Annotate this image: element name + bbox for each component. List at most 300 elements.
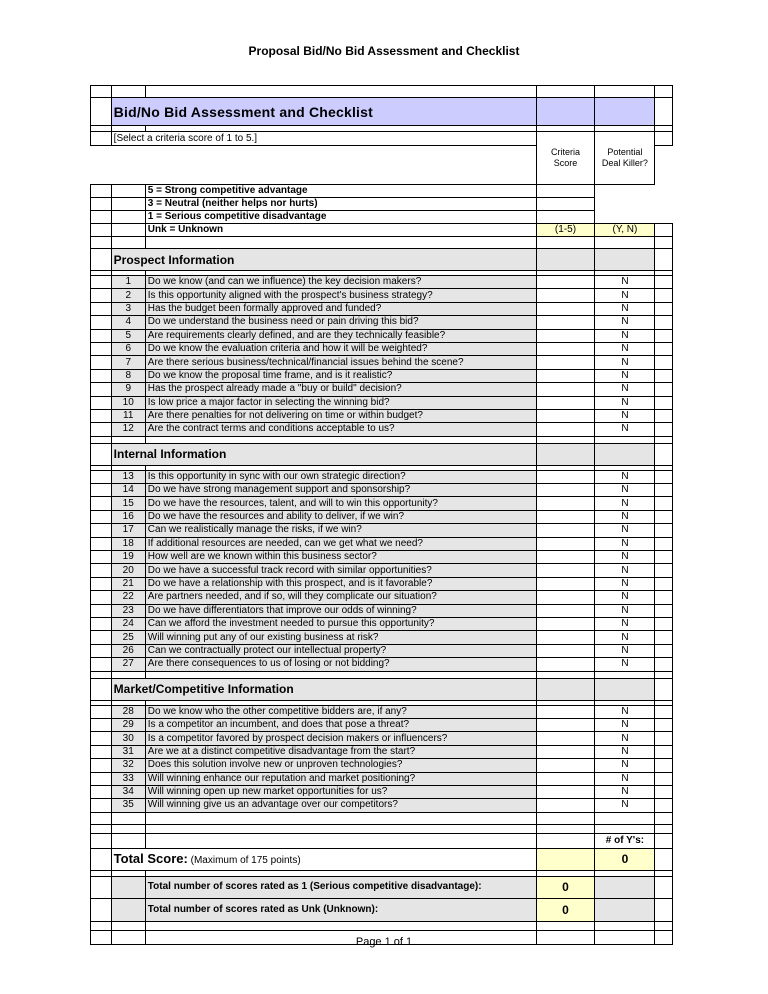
total-score-value <box>536 848 595 870</box>
question-text: Can we contractually protect our intellectual property? <box>145 644 536 657</box>
question-number: 12 <box>111 423 145 436</box>
question-number: 5 <box>111 329 145 342</box>
question-number: 10 <box>111 396 145 409</box>
spacer-cell <box>91 249 112 271</box>
question-number: 27 <box>111 658 145 671</box>
deal-killer-input[interactable]: N <box>595 484 655 497</box>
question-text: Will winning enhance our reputation and market positioning? <box>145 772 536 785</box>
spacer-cell <box>655 833 673 848</box>
spacer-cell <box>111 671 145 678</box>
spacer-cell <box>91 591 112 604</box>
spacer-cell <box>655 510 673 523</box>
spacer-cell <box>91 631 112 644</box>
question-text: If additional resources are needed, can we get what we need? <box>145 537 536 550</box>
spacer-cell <box>595 671 655 678</box>
spacer-cell <box>91 577 112 590</box>
spacer-cell <box>536 211 595 224</box>
criteria-score-input[interactable] <box>536 759 595 772</box>
spacer-cell <box>91 898 112 921</box>
spacer-cell <box>655 470 673 483</box>
legend-item: 3 = Neutral (neither helps nor hurts) <box>145 198 536 211</box>
spacer-cell <box>655 537 673 550</box>
question-number: 30 <box>111 732 145 745</box>
spacer-cell <box>111 198 145 211</box>
question-number: 6 <box>111 342 145 355</box>
spacer-cell <box>91 383 112 396</box>
deal-killer-input[interactable]: N <box>595 356 655 369</box>
deal-killer-input[interactable]: N <box>595 409 655 422</box>
spacer-cell <box>536 671 595 678</box>
criteria-score-header: Criteria Score <box>536 132 595 185</box>
spacer-cell <box>536 443 595 465</box>
deal-killer-input[interactable]: N <box>595 342 655 355</box>
spacer-cell <box>111 833 145 848</box>
question-text: Do we know (and can we influence) the key decision makers? <box>145 276 536 289</box>
spacer-cell <box>655 86 673 98</box>
criteria-score-input[interactable] <box>536 396 595 409</box>
assessment-sheet <box>90 85 673 945</box>
criteria-score-input[interactable] <box>536 383 595 396</box>
deal-killer-input[interactable]: N <box>595 383 655 396</box>
spacer-cell <box>91 671 112 678</box>
deal-killer-input[interactable]: N <box>595 497 655 510</box>
question-text: Is low price a major factor in selecting the winning bid? <box>145 396 536 409</box>
deal-killer-input[interactable]: N <box>595 276 655 289</box>
count-unk-label: Total number of scores rated as Unk (Unknown): <box>145 898 536 921</box>
spacer-cell <box>655 631 673 644</box>
spacer-cell <box>91 812 112 824</box>
spacer-cell <box>536 678 595 700</box>
criteria-score-input[interactable] <box>536 604 595 617</box>
section-title: Internal Information <box>111 443 536 465</box>
question-text: Are there penalties for not delivering on time or within budget? <box>145 409 536 422</box>
spacer-cell <box>655 617 673 630</box>
question-text: Do we know who the other competitive bidders are, if any? <box>145 705 536 718</box>
spacer-cell <box>91 369 112 382</box>
spacer-cell <box>91 772 112 785</box>
spacer-cell <box>655 396 673 409</box>
spacer-cell <box>91 356 112 369</box>
spacer-cell <box>655 249 673 271</box>
spacer-cell <box>655 898 673 921</box>
criteria-score-input[interactable] <box>536 423 595 436</box>
spacer-cell <box>111 812 145 824</box>
spacer-cell <box>91 732 112 745</box>
question-number: 13 <box>111 470 145 483</box>
spacer-cell <box>595 921 655 930</box>
total-score-note: (Maximum of 175 points) <box>190 855 301 867</box>
spacer-cell <box>91 443 112 465</box>
spacer-cell <box>91 876 112 898</box>
deal-killer-input[interactable]: N <box>595 772 655 785</box>
deal-killer-input[interactable]: N <box>595 524 655 537</box>
spacer-cell <box>655 443 673 465</box>
spacer-cell <box>111 86 145 98</box>
spacer-cell <box>655 678 673 700</box>
spacer-cell <box>655 577 673 590</box>
spacer-cell <box>91 470 112 483</box>
spacer-cell <box>91 921 112 930</box>
spacer-cell <box>536 824 595 833</box>
spacer-cell <box>91 617 112 630</box>
spacer-cell <box>145 436 536 443</box>
spacer-cell <box>91 833 112 848</box>
question-text: Do we have a relationship with this prospect, and is it favorable? <box>145 577 536 590</box>
spacer-cell <box>655 409 673 422</box>
spacer-cell <box>655 423 673 436</box>
section-title: Market/Competitive Information <box>111 678 536 700</box>
question-number: 34 <box>111 785 145 798</box>
question-text: Is this opportunity in sync with our own strategic direction? <box>145 470 536 483</box>
deal-killer-input[interactable]: N <box>595 705 655 718</box>
y-count-value: 0 <box>595 848 655 870</box>
spacer-cell <box>655 436 673 443</box>
spacer-cell <box>91 799 112 812</box>
deal-killer-input[interactable]: N <box>595 799 655 812</box>
question-text: Do we know the evaluation criteria and how it will be weighted? <box>145 342 536 355</box>
spacer-cell <box>91 524 112 537</box>
spacer-cell <box>91 497 112 510</box>
deal-killer-input[interactable]: N <box>595 564 655 577</box>
spacer-cell <box>145 237 536 249</box>
question-text: Has the budget been formally approved and funded? <box>145 302 536 315</box>
criteria-score-input[interactable] <box>536 289 595 302</box>
deal-killer-input[interactable]: N <box>595 604 655 617</box>
legend-item: 5 = Strong competitive advantage <box>145 185 536 198</box>
legend-item: Unk = Unknown <box>145 224 536 237</box>
deal-killer-input[interactable]: N <box>595 470 655 483</box>
deal-killer-input[interactable]: N <box>595 785 655 798</box>
spacer-cell <box>111 824 145 833</box>
spacer-cell <box>655 812 673 824</box>
spacer-cell <box>595 436 655 443</box>
spacer-cell <box>655 342 673 355</box>
question-text: Do we understand the business need or pain driving this bid? <box>145 316 536 329</box>
deal-killer-input[interactable]: N <box>595 644 655 657</box>
spacer-cell <box>536 237 595 249</box>
criteria-score-input[interactable] <box>536 591 595 604</box>
spacer-cell <box>536 436 595 443</box>
spacer-cell <box>111 224 145 237</box>
section-title: Prospect Information <box>111 249 536 271</box>
deal-killer-input[interactable]: N <box>595 316 655 329</box>
question-number: 14 <box>111 484 145 497</box>
spacer-cell <box>655 644 673 657</box>
criteria-score-input[interactable] <box>536 799 595 812</box>
spacer-cell <box>91 705 112 718</box>
spacer-cell <box>536 185 595 198</box>
spacer-cell <box>655 551 673 564</box>
deal-killer-input[interactable]: N <box>595 732 655 745</box>
spacer-cell <box>91 785 112 798</box>
y-count-label: # of Y's: <box>595 833 655 848</box>
spacer-cell <box>655 356 673 369</box>
question-number: 7 <box>111 356 145 369</box>
count-1-value: 0 <box>536 876 595 898</box>
criteria-score-input[interactable] <box>536 409 595 422</box>
spacer-cell <box>655 289 673 302</box>
spacer-cell <box>91 329 112 342</box>
spacer-cell <box>655 132 673 146</box>
question-number: 2 <box>111 289 145 302</box>
spacer-cell <box>595 443 655 465</box>
question-text: Do we have differentiators that improve our odds of winning? <box>145 604 536 617</box>
spacer-cell <box>145 921 536 930</box>
question-text: Can we afford the investment needed to pursue this opportunity? <box>145 617 536 630</box>
deal-killer-input[interactable]: N <box>595 745 655 758</box>
spacer-cell <box>595 678 655 700</box>
spacer-cell <box>91 436 112 443</box>
spacer-cell <box>655 276 673 289</box>
spacer-cell <box>655 785 673 798</box>
spacer-cell <box>655 329 673 342</box>
spacer-cell <box>655 658 673 671</box>
question-text: Do we know the proposal time frame, and is it realistic? <box>145 369 536 382</box>
spacer-cell <box>91 302 112 315</box>
score-range: (1-5) <box>536 224 595 237</box>
spacer-cell <box>91 644 112 657</box>
question-text: Can we realistically manage the risks, if we win? <box>145 524 536 537</box>
spacer-cell <box>91 211 112 224</box>
question-number: 22 <box>111 591 145 604</box>
spacer-cell <box>655 732 673 745</box>
spacer-cell <box>91 224 112 237</box>
spacer-cell <box>91 396 112 409</box>
spacer-cell <box>91 678 112 700</box>
question-text: Do we have a successful track record with similar opportunities? <box>145 564 536 577</box>
question-text: Is this opportunity aligned with the prospect's business strategy? <box>145 289 536 302</box>
question-text: How well are we known within this business sector? <box>145 551 536 564</box>
spacer-cell <box>91 98 112 126</box>
spacer-cell <box>111 876 145 898</box>
question-text: Will winning give us an advantage over our competitors? <box>145 799 536 812</box>
deal-killer-input[interactable]: N <box>595 329 655 342</box>
spacer-cell <box>145 671 536 678</box>
spacer-cell <box>655 369 673 382</box>
spacer-cell <box>595 824 655 833</box>
spacer-cell <box>91 132 112 146</box>
spacer-cell <box>91 658 112 671</box>
deal-killer-input[interactable]: N <box>595 551 655 564</box>
criteria-score-input[interactable] <box>536 342 595 355</box>
criteria-score-input[interactable] <box>536 718 595 731</box>
spacer-cell <box>655 848 673 870</box>
criteria-score-input[interactable] <box>536 302 595 315</box>
spacer-cell <box>91 510 112 523</box>
spacer-cell <box>111 921 145 930</box>
criteria-score-input[interactable] <box>536 644 595 657</box>
spacer-cell <box>91 342 112 355</box>
spacer-cell <box>655 484 673 497</box>
spacer-cell <box>536 86 595 98</box>
criteria-score-input[interactable] <box>536 484 595 497</box>
deal-killer-input[interactable]: N <box>595 591 655 604</box>
spacer-cell <box>536 249 595 271</box>
spacer-cell <box>595 812 655 824</box>
question-number: 26 <box>111 644 145 657</box>
deal-killer-input[interactable]: N <box>595 577 655 590</box>
spacer-cell <box>145 824 536 833</box>
spacer-cell <box>91 185 112 198</box>
total-score-label <box>111 848 536 870</box>
question-number: 23 <box>111 604 145 617</box>
spacer-cell <box>91 237 112 249</box>
criteria-score-input[interactable] <box>536 356 595 369</box>
criteria-score-input[interactable] <box>536 510 595 523</box>
deal-killer-input[interactable]: N <box>595 617 655 630</box>
spacer-cell <box>655 705 673 718</box>
spacer-cell <box>655 718 673 731</box>
criteria-score-input[interactable] <box>536 497 595 510</box>
spacer-cell <box>91 604 112 617</box>
spacer-cell <box>145 812 536 824</box>
question-number: 16 <box>111 510 145 523</box>
spacer-cell <box>536 812 595 824</box>
question-number: 1 <box>111 276 145 289</box>
question-text: Will winning open up new market opportunities for us? <box>145 785 536 798</box>
spacer-cell <box>655 745 673 758</box>
question-number: 9 <box>111 383 145 396</box>
question-number: 11 <box>111 409 145 422</box>
total-score-title: Total Score: <box>113 851 188 867</box>
deal-killer-input[interactable]: N <box>595 423 655 436</box>
spacer-cell <box>655 237 673 249</box>
spacer-cell <box>655 759 673 772</box>
criteria-score-input[interactable] <box>536 631 595 644</box>
question-text: Are there consequences to us of losing or not bidding? <box>145 658 536 671</box>
spacer-cell <box>655 497 673 510</box>
deal-killer-input[interactable]: N <box>595 396 655 409</box>
question-number: 24 <box>111 617 145 630</box>
legend-item: 1 = Serious competitive disadvantage <box>145 211 536 224</box>
spacer-cell <box>655 224 673 237</box>
spacer-cell <box>111 898 145 921</box>
spacer-cell <box>655 671 673 678</box>
criteria-score-input[interactable] <box>536 705 595 718</box>
question-number: 35 <box>111 799 145 812</box>
question-text: Do we have the resources, talent, and will to win this opportunity? <box>145 497 536 510</box>
criteria-score-input[interactable] <box>536 564 595 577</box>
spacer-cell <box>655 824 673 833</box>
spacer-cell <box>91 718 112 731</box>
spacer-cell <box>655 524 673 537</box>
spacer-cell <box>655 98 673 126</box>
instruction-text: [Select a criteria score of 1 to 5.] <box>111 132 536 146</box>
deal-killer-input[interactable]: N <box>595 369 655 382</box>
spacer-cell <box>91 316 112 329</box>
question-number: 8 <box>111 369 145 382</box>
question-number: 3 <box>111 302 145 315</box>
question-number: 32 <box>111 759 145 772</box>
criteria-score-input[interactable] <box>536 551 595 564</box>
spacer-cell <box>111 436 145 443</box>
spacer-cell <box>111 237 145 249</box>
spacer-cell <box>655 604 673 617</box>
question-number: 18 <box>111 537 145 550</box>
spacer-cell <box>595 898 655 921</box>
spacer-cell <box>655 772 673 785</box>
criteria-score-input[interactable] <box>536 537 595 550</box>
spacer-cell <box>145 833 536 848</box>
spacer-cell <box>655 921 673 930</box>
spacer-cell <box>91 564 112 577</box>
spacer-cell <box>536 198 595 211</box>
deal-killer-input[interactable]: N <box>595 631 655 644</box>
deal-killer-header: Potential Deal Killer? <box>595 132 655 185</box>
criteria-score-input[interactable] <box>536 577 595 590</box>
spacer-cell <box>655 564 673 577</box>
criteria-score-input[interactable] <box>536 745 595 758</box>
spacer-cell <box>91 551 112 564</box>
question-number: 25 <box>111 631 145 644</box>
criteria-score-input[interactable] <box>536 369 595 382</box>
question-text: Are partners needed, and if so, will they complicate our situation? <box>145 591 536 604</box>
deal-killer-input[interactable]: N <box>595 289 655 302</box>
spacer-cell <box>91 409 112 422</box>
question-text: Are the contract terms and conditions acceptable to us? <box>145 423 536 436</box>
criteria-score-input[interactable] <box>536 772 595 785</box>
spacer-cell <box>595 237 655 249</box>
question-number: 4 <box>111 316 145 329</box>
criteria-score-input[interactable] <box>536 658 595 671</box>
deal-killer-input[interactable]: N <box>595 510 655 523</box>
deal-killer-input[interactable]: N <box>595 302 655 315</box>
question-number: 21 <box>111 577 145 590</box>
count-unk-value: 0 <box>536 898 595 921</box>
criteria-score-input[interactable] <box>536 732 595 745</box>
spacer-cell <box>91 848 112 870</box>
question-text: Are we at a distinct competitive disadvantage from the start? <box>145 745 536 758</box>
question-number: 15 <box>111 497 145 510</box>
question-text: Will winning put any of our existing business at risk? <box>145 631 536 644</box>
question-text: Is a competitor favored by prospect decision makers or influencers? <box>145 732 536 745</box>
criteria-score-input[interactable] <box>536 785 595 798</box>
spacer-cell <box>655 302 673 315</box>
criteria-score-input[interactable] <box>536 276 595 289</box>
spacer-cell <box>595 249 655 271</box>
spacer-cell <box>91 198 112 211</box>
killer-range: (Y, N) <box>595 224 655 237</box>
question-number: 19 <box>111 551 145 564</box>
criteria-score-input[interactable] <box>536 617 595 630</box>
criteria-score-input[interactable] <box>536 316 595 329</box>
spacer-cell <box>655 316 673 329</box>
deal-killer-input[interactable]: N <box>595 759 655 772</box>
deal-killer-input[interactable]: N <box>595 537 655 550</box>
criteria-score-input[interactable] <box>536 524 595 537</box>
question-text: Are requirements clearly defined, and are they technically feasible? <box>145 329 536 342</box>
spacer-cell <box>536 833 595 848</box>
spacer-cell <box>91 86 112 98</box>
spacer-cell <box>655 799 673 812</box>
question-number: 33 <box>111 772 145 785</box>
spacer-cell <box>145 86 536 98</box>
spacer-cell <box>91 745 112 758</box>
criteria-score-input[interactable] <box>536 329 595 342</box>
spacer-cell <box>91 537 112 550</box>
question-number: 31 <box>111 745 145 758</box>
spacer-cell <box>111 211 145 224</box>
spacer-cell <box>91 484 112 497</box>
spacer-cell <box>91 276 112 289</box>
criteria-score-input[interactable] <box>536 470 595 483</box>
count-1-label: Total number of scores rated as 1 (Serious competitive disadvantage): <box>145 876 536 898</box>
deal-killer-input[interactable]: N <box>595 658 655 671</box>
spacer-cell <box>536 98 595 126</box>
question-text: Has the prospect already made a "buy or build" decision? <box>145 383 536 396</box>
deal-killer-input[interactable]: N <box>595 718 655 731</box>
question-text: Is a competitor an incumbent, and does that pose a threat? <box>145 718 536 731</box>
